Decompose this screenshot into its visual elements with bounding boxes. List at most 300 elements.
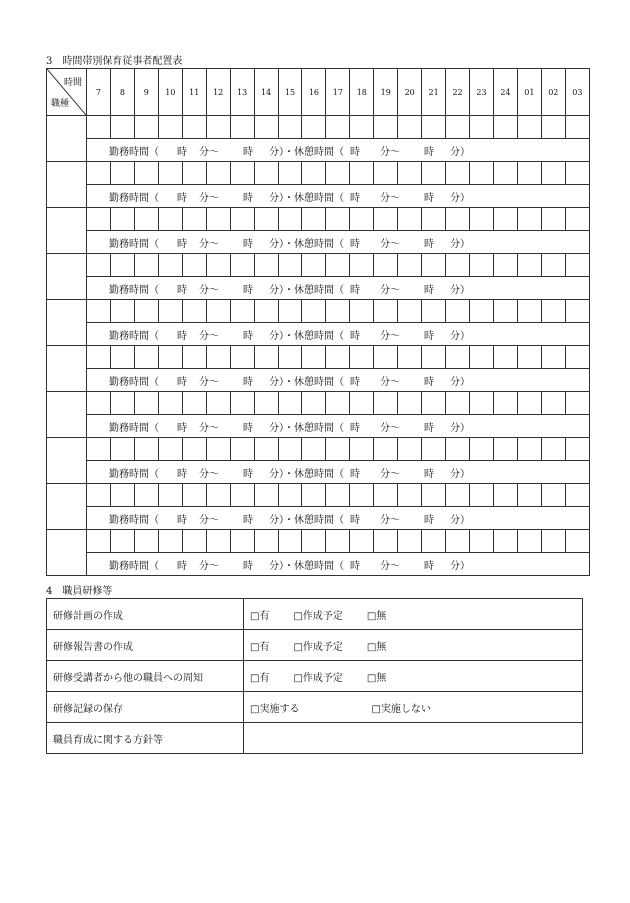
- hour-slot-cell[interactable]: [206, 162, 230, 185]
- hour-slot-cell[interactable]: [398, 208, 422, 231]
- checkbox-option[interactable]: □実施する: [250, 703, 300, 715]
- work-hours-text: 勤務時間（: [109, 560, 159, 572]
- hour-slot-cell[interactable]: [302, 438, 326, 461]
- work-hours-line[interactable]: [87, 507, 590, 530]
- hour-slot-cell[interactable]: [398, 300, 422, 323]
- work-hours-line[interactable]: [87, 369, 590, 392]
- hour-slot-cell[interactable]: [326, 162, 350, 185]
- hour-slot-cell[interactable]: [493, 438, 517, 461]
- checkbox-option[interactable]: □作成予定: [293, 610, 343, 622]
- hour-slot-cell[interactable]: [446, 254, 470, 277]
- training-row: [47, 599, 583, 630]
- hour-slot-cell[interactable]: [134, 484, 158, 507]
- work-hours-text: 分）・休憩時間（: [269, 376, 344, 388]
- hour-slot-cell[interactable]: [87, 254, 111, 277]
- hour-slot-cell[interactable]: [446, 530, 470, 553]
- work-hours-line[interactable]: [87, 231, 590, 254]
- training-options[interactable]: [244, 599, 583, 630]
- hour-slot-cell[interactable]: [182, 116, 206, 139]
- work-hours-text: 分～: [380, 192, 400, 204]
- schedule-grid-row: [47, 484, 590, 507]
- hour-slot-cell[interactable]: [278, 530, 302, 553]
- hour-slot-cell[interactable]: [374, 530, 398, 553]
- hour-slot-cell[interactable]: [182, 162, 206, 185]
- hour-slot-cell[interactable]: [470, 162, 494, 185]
- training-row: [47, 723, 583, 754]
- work-hours-text: 分）: [450, 146, 470, 158]
- hour-slot-cell[interactable]: [158, 208, 182, 231]
- hour-slot-cell[interactable]: [517, 346, 541, 369]
- hour-slot-cell[interactable]: [278, 484, 302, 507]
- hour-slot-cell[interactable]: [493, 392, 517, 415]
- hour-slot-cell[interactable]: [470, 484, 494, 507]
- hour-slot-cell[interactable]: [326, 116, 350, 139]
- hour-slot-cell[interactable]: [206, 484, 230, 507]
- schedule-grid-row: [47, 116, 590, 139]
- hour-slot-cell[interactable]: [254, 116, 278, 139]
- hour-slot-cell[interactable]: [134, 116, 158, 139]
- work-hours-text: 勤務時間（: [109, 284, 159, 296]
- hour-slot-cell[interactable]: [110, 392, 134, 415]
- hour-slot-cell[interactable]: [374, 300, 398, 323]
- hour-slot-cell[interactable]: [517, 162, 541, 185]
- hour-slot-cell[interactable]: [446, 208, 470, 231]
- hour-slot-cell[interactable]: [278, 116, 302, 139]
- occupation-cell[interactable]: [47, 300, 87, 346]
- hour-slot-cell[interactable]: [254, 346, 278, 369]
- hour-slot-cell[interactable]: [541, 116, 565, 139]
- hour-slot-cell[interactable]: [110, 484, 134, 507]
- hour-slot-cell[interactable]: [254, 530, 278, 553]
- hour-slot-cell[interactable]: [517, 438, 541, 461]
- hour-slot-cell[interactable]: [374, 162, 398, 185]
- work-hours-text: 分）: [450, 284, 470, 296]
- hour-slot-cell[interactable]: [326, 346, 350, 369]
- hour-slot-cell[interactable]: [182, 438, 206, 461]
- checkbox-option[interactable]: □有: [250, 641, 270, 653]
- hour-slot-cell[interactable]: [302, 162, 326, 185]
- hour-slot-cell[interactable]: [158, 484, 182, 507]
- training-row: [47, 661, 583, 692]
- schedule-grid-row: [47, 392, 590, 415]
- hour-slot-cell[interactable]: [206, 254, 230, 277]
- hour-slot-cell[interactable]: [87, 392, 111, 415]
- hour-slot-cell[interactable]: [87, 208, 111, 231]
- checkbox-option[interactable]: □作成予定: [293, 672, 343, 684]
- hour-slot-cell[interactable]: [230, 530, 254, 553]
- checkbox-option[interactable]: □実施しない: [371, 703, 431, 715]
- hour-slot-cell[interactable]: [422, 208, 446, 231]
- work-hours-text: 分～: [199, 146, 219, 158]
- hour-slot-cell[interactable]: [134, 162, 158, 185]
- checkbox-option[interactable]: □有: [250, 672, 270, 684]
- hour-slot-cell[interactable]: [87, 438, 111, 461]
- hour-slot-cell[interactable]: [398, 346, 422, 369]
- hour-slot-cell[interactable]: [158, 300, 182, 323]
- hour-slot-cell[interactable]: [302, 346, 326, 369]
- hour-slot-cell[interactable]: [110, 162, 134, 185]
- hour-slot-cell[interactable]: [278, 300, 302, 323]
- hour-slot-cell[interactable]: [446, 162, 470, 185]
- work-hours-line[interactable]: [87, 139, 590, 162]
- hour-slot-cell[interactable]: [110, 530, 134, 553]
- hour-slot-cell[interactable]: [517, 208, 541, 231]
- hour-slot-cell[interactable]: [493, 208, 517, 231]
- hour-header-8: 8: [110, 69, 134, 116]
- hour-slot-cell[interactable]: [446, 300, 470, 323]
- hour-slot-cell[interactable]: [565, 438, 589, 461]
- hour-slot-cell[interactable]: [278, 346, 302, 369]
- hour-slot-cell[interactable]: [254, 208, 278, 231]
- hour-slot-cell[interactable]: [182, 346, 206, 369]
- hour-slot-cell[interactable]: [541, 438, 565, 461]
- hour-slot-cell[interactable]: [565, 392, 589, 415]
- work-hours-text: 分）: [450, 560, 470, 572]
- hour-slot-cell[interactable]: [230, 254, 254, 277]
- hour-slot-cell[interactable]: [350, 530, 374, 553]
- work-hours-text: 分～: [199, 560, 219, 572]
- work-hours-text: 時: [177, 192, 187, 204]
- hour-slot-cell[interactable]: [254, 438, 278, 461]
- work-hours-line[interactable]: [87, 185, 590, 208]
- hour-slot-cell[interactable]: [446, 116, 470, 139]
- hour-slot-cell[interactable]: [87, 346, 111, 369]
- hour-slot-cell[interactable]: [302, 392, 326, 415]
- hour-slot-cell[interactable]: [278, 438, 302, 461]
- hour-slot-cell[interactable]: [278, 162, 302, 185]
- schedule-grid-row: [47, 300, 590, 323]
- schedule-grid-row: [47, 254, 590, 277]
- hour-slot-cell[interactable]: [493, 530, 517, 553]
- hour-slot-cell[interactable]: [302, 116, 326, 139]
- hour-slot-cell[interactable]: [493, 116, 517, 139]
- hour-slot-cell[interactable]: [87, 484, 111, 507]
- work-hours-text: 時: [243, 468, 253, 480]
- hour-slot-cell[interactable]: [446, 346, 470, 369]
- training-options[interactable]: [244, 630, 583, 661]
- hour-slot-cell[interactable]: [493, 484, 517, 507]
- hour-slot-cell[interactable]: [470, 116, 494, 139]
- hour-slot-cell[interactable]: [350, 438, 374, 461]
- hour-slot-cell[interactable]: [541, 392, 565, 415]
- hour-slot-cell[interactable]: [87, 162, 111, 185]
- work-hours-text: 分）・休憩時間（: [269, 146, 344, 158]
- work-hours-text: 勤務時間（: [109, 192, 159, 204]
- hour-slot-cell[interactable]: [374, 438, 398, 461]
- hour-slot-cell[interactable]: [470, 300, 494, 323]
- occupation-cell[interactable]: [47, 438, 87, 484]
- hour-slot-cell[interactable]: [350, 208, 374, 231]
- work-hours-line[interactable]: [87, 461, 590, 484]
- work-hours-text: 時: [177, 284, 187, 296]
- work-hours-text: 分）・休憩時間（: [269, 238, 344, 250]
- hour-slot-cell[interactable]: [302, 300, 326, 323]
- occupation-cell[interactable]: [47, 392, 87, 438]
- hour-slot-cell[interactable]: [517, 254, 541, 277]
- hour-slot-cell[interactable]: [230, 392, 254, 415]
- hour-slot-cell[interactable]: [398, 392, 422, 415]
- hour-slot-cell[interactable]: [541, 208, 565, 231]
- hour-slot-cell[interactable]: [326, 530, 350, 553]
- hour-slot-cell[interactable]: [230, 208, 254, 231]
- work-hours-line[interactable]: [87, 553, 590, 576]
- checkbox-option[interactable]: □無: [366, 672, 387, 684]
- work-hours-text: 時: [424, 192, 434, 204]
- hour-slot-cell[interactable]: [422, 438, 446, 461]
- hour-slot-cell[interactable]: [182, 392, 206, 415]
- occupation-cell[interactable]: [47, 346, 87, 392]
- hour-slot-cell[interactable]: [230, 438, 254, 461]
- work-hours-text: 勤務時間（: [109, 330, 159, 342]
- hour-slot-cell[interactable]: [350, 392, 374, 415]
- work-hours-text: 分～: [380, 146, 400, 158]
- hour-slot-cell[interactable]: [158, 254, 182, 277]
- hour-slot-cell[interactable]: [158, 162, 182, 185]
- hour-header-9: 9: [134, 69, 158, 116]
- work-hours-text: 分）・休憩時間（: [269, 284, 344, 296]
- hour-slot-cell[interactable]: [422, 346, 446, 369]
- hour-slot-cell[interactable]: [398, 484, 422, 507]
- hour-slot-cell[interactable]: [374, 484, 398, 507]
- hour-slot-cell[interactable]: [541, 346, 565, 369]
- hour-slot-cell[interactable]: [182, 254, 206, 277]
- hour-slot-cell[interactable]: [350, 300, 374, 323]
- work-hours-text: 分～: [380, 238, 400, 250]
- hour-header-16: 16: [302, 69, 326, 116]
- hour-slot-cell[interactable]: [326, 254, 350, 277]
- hour-slot-cell[interactable]: [517, 300, 541, 323]
- hour-slot-cell[interactable]: [134, 208, 158, 231]
- hour-slot-cell[interactable]: [398, 162, 422, 185]
- hour-slot-cell[interactable]: [254, 300, 278, 323]
- hour-slot-cell[interactable]: [134, 346, 158, 369]
- checkbox-option[interactable]: □有: [250, 610, 270, 622]
- hour-slot-cell[interactable]: [230, 162, 254, 185]
- hour-slot-cell[interactable]: [326, 392, 350, 415]
- work-hours-text: 時: [243, 514, 253, 526]
- hour-slot-cell[interactable]: [374, 346, 398, 369]
- hour-slot-cell[interactable]: [470, 254, 494, 277]
- training-row: [47, 692, 583, 723]
- hour-slot-cell[interactable]: [110, 254, 134, 277]
- checkbox-option[interactable]: □無: [366, 610, 387, 622]
- hour-slot-cell[interactable]: [493, 300, 517, 323]
- work-hours-line[interactable]: [87, 277, 590, 300]
- hour-slot-cell[interactable]: [446, 484, 470, 507]
- hour-slot-cell[interactable]: [302, 254, 326, 277]
- training-options[interactable]: [244, 661, 583, 692]
- hour-slot-cell[interactable]: [350, 484, 374, 507]
- training-options[interactable]: [244, 723, 583, 754]
- hour-slot-cell[interactable]: [350, 116, 374, 139]
- occupation-cell[interactable]: [47, 530, 87, 576]
- checkbox-option[interactable]: □作成予定: [293, 641, 343, 653]
- hour-slot-cell[interactable]: [398, 438, 422, 461]
- occupation-cell[interactable]: [47, 162, 87, 208]
- hour-slot-cell[interactable]: [422, 392, 446, 415]
- occupation-cell[interactable]: [47, 208, 87, 254]
- hour-slot-cell[interactable]: [326, 438, 350, 461]
- hour-slot-cell[interactable]: [206, 208, 230, 231]
- occupation-cell[interactable]: [47, 484, 87, 530]
- hour-slot-cell[interactable]: [158, 392, 182, 415]
- hour-slot-cell[interactable]: [278, 254, 302, 277]
- work-hours-text: 時: [243, 238, 253, 250]
- work-hours-text: 分）: [450, 376, 470, 388]
- work-hours-text: 分～: [380, 330, 400, 342]
- hour-slot-cell[interactable]: [565, 162, 589, 185]
- hour-slot-cell[interactable]: [302, 208, 326, 231]
- hour-slot-cell[interactable]: [158, 438, 182, 461]
- hour-slot-cell[interactable]: [326, 300, 350, 323]
- hour-slot-cell[interactable]: [517, 530, 541, 553]
- hour-slot-cell[interactable]: [134, 392, 158, 415]
- hour-slot-cell[interactable]: [470, 392, 494, 415]
- hour-slot-cell[interactable]: [422, 162, 446, 185]
- work-hours-text: 時: [243, 284, 253, 296]
- hour-slot-cell[interactable]: [134, 300, 158, 323]
- hour-slot-cell[interactable]: [182, 300, 206, 323]
- hour-slot-cell[interactable]: [158, 116, 182, 139]
- work-hours-row: [47, 139, 590, 162]
- hour-slot-cell[interactable]: [230, 484, 254, 507]
- hour-slot-cell[interactable]: [470, 438, 494, 461]
- work-hours-text: 勤務時間（: [109, 422, 159, 434]
- hour-slot-cell[interactable]: [278, 392, 302, 415]
- hour-slot-cell[interactable]: [326, 208, 350, 231]
- hour-slot-cell[interactable]: [134, 254, 158, 277]
- hour-slot-cell[interactable]: [517, 116, 541, 139]
- checkbox-option[interactable]: □無: [366, 641, 387, 653]
- hour-slot-cell[interactable]: [446, 392, 470, 415]
- hour-slot-cell[interactable]: [422, 484, 446, 507]
- hour-slot-cell[interactable]: [134, 438, 158, 461]
- hour-slot-cell[interactable]: [134, 530, 158, 553]
- work-hours-text: 分～: [380, 376, 400, 388]
- hour-slot-cell[interactable]: [206, 116, 230, 139]
- hour-slot-cell[interactable]: [541, 484, 565, 507]
- hour-slot-cell[interactable]: [206, 346, 230, 369]
- hour-slot-cell[interactable]: [565, 116, 589, 139]
- work-hours-text: 時: [350, 330, 360, 342]
- hour-slot-cell[interactable]: [398, 116, 422, 139]
- hour-slot-cell[interactable]: [422, 116, 446, 139]
- hour-slot-cell[interactable]: [374, 116, 398, 139]
- hour-slot-cell[interactable]: [565, 300, 589, 323]
- hour-slot-cell[interactable]: [541, 162, 565, 185]
- hour-slot-cell[interactable]: [254, 254, 278, 277]
- hour-slot-cell[interactable]: [350, 346, 374, 369]
- hour-slot-cell[interactable]: [565, 530, 589, 553]
- hour-slot-cell[interactable]: [374, 208, 398, 231]
- hour-slot-cell[interactable]: [206, 300, 230, 323]
- occupation-cell[interactable]: [47, 254, 87, 300]
- hour-slot-cell[interactable]: [350, 162, 374, 185]
- hour-slot-cell[interactable]: [230, 116, 254, 139]
- hour-slot-cell[interactable]: [87, 300, 111, 323]
- hour-slot-cell[interactable]: [206, 530, 230, 553]
- hour-slot-cell[interactable]: [230, 300, 254, 323]
- hour-slot-cell[interactable]: [422, 530, 446, 553]
- work-hours-text: 分）・休憩時間（: [269, 330, 344, 342]
- hour-slot-cell[interactable]: [87, 530, 111, 553]
- hour-slot-cell[interactable]: [302, 530, 326, 553]
- hour-slot-cell[interactable]: [350, 254, 374, 277]
- hour-slot-cell[interactable]: [254, 484, 278, 507]
- hour-slot-cell[interactable]: [517, 484, 541, 507]
- hour-slot-cell[interactable]: [254, 392, 278, 415]
- hour-slot-cell[interactable]: [541, 300, 565, 323]
- hour-slot-cell[interactable]: [470, 208, 494, 231]
- hour-slot-cell[interactable]: [110, 208, 134, 231]
- hour-slot-cell[interactable]: [326, 484, 350, 507]
- hour-slot-cell[interactable]: [87, 116, 111, 139]
- hour-slot-cell[interactable]: [302, 484, 326, 507]
- hour-header-13: 13: [230, 69, 254, 116]
- hour-slot-cell[interactable]: [278, 208, 302, 231]
- hour-slot-cell[interactable]: [493, 254, 517, 277]
- hour-slot-cell[interactable]: [206, 438, 230, 461]
- hour-slot-cell[interactable]: [541, 530, 565, 553]
- hour-slot-cell[interactable]: [565, 484, 589, 507]
- hour-slot-cell[interactable]: [470, 530, 494, 553]
- hour-slot-cell[interactable]: [206, 392, 230, 415]
- hour-slot-cell[interactable]: [565, 254, 589, 277]
- hour-slot-cell[interactable]: [422, 254, 446, 277]
- work-hours-text: 時: [350, 468, 360, 480]
- hour-slot-cell[interactable]: [565, 346, 589, 369]
- hour-slot-cell[interactable]: [565, 208, 589, 231]
- work-hours-text: 時: [350, 192, 360, 204]
- hour-slot-cell[interactable]: [230, 346, 254, 369]
- hour-slot-cell[interactable]: [493, 162, 517, 185]
- work-hours-text: 時: [424, 238, 434, 250]
- hour-slot-cell[interactable]: [446, 438, 470, 461]
- work-hours-text: 分～: [380, 468, 400, 480]
- hour-header-03: 03: [565, 69, 589, 116]
- hour-slot-cell[interactable]: [374, 392, 398, 415]
- hour-slot-cell[interactable]: [470, 346, 494, 369]
- hour-slot-cell[interactable]: [110, 300, 134, 323]
- hour-slot-cell[interactable]: [182, 530, 206, 553]
- work-hours-text: 時: [177, 238, 187, 250]
- training-options[interactable]: [244, 692, 583, 723]
- hour-slot-cell[interactable]: [158, 346, 182, 369]
- hour-slot-cell[interactable]: [158, 530, 182, 553]
- hour-slot-cell[interactable]: [493, 346, 517, 369]
- hour-slot-cell[interactable]: [110, 346, 134, 369]
- occupation-cell[interactable]: [47, 116, 87, 162]
- work-hours-text: 分）: [450, 514, 470, 526]
- work-hours-line[interactable]: [87, 323, 590, 346]
- hour-slot-cell[interactable]: [422, 300, 446, 323]
- schedule-grid-row: [47, 346, 590, 369]
- hour-slot-cell[interactable]: [254, 162, 278, 185]
- work-hours-line[interactable]: [87, 415, 590, 438]
- work-hours-text: 時: [350, 238, 360, 250]
- hour-slot-cell[interactable]: [110, 438, 134, 461]
- hour-slot-cell[interactable]: [374, 254, 398, 277]
- hour-slot-cell[interactable]: [398, 254, 422, 277]
- hour-slot-cell[interactable]: [182, 484, 206, 507]
- hour-slot-cell[interactable]: [398, 530, 422, 553]
- hour-slot-cell[interactable]: [182, 208, 206, 231]
- work-hours-row: [47, 553, 590, 576]
- work-hours-text: 時: [177, 560, 187, 572]
- hour-slot-cell[interactable]: [110, 116, 134, 139]
- hour-slot-cell[interactable]: [541, 254, 565, 277]
- hour-slot-cell[interactable]: [517, 392, 541, 415]
